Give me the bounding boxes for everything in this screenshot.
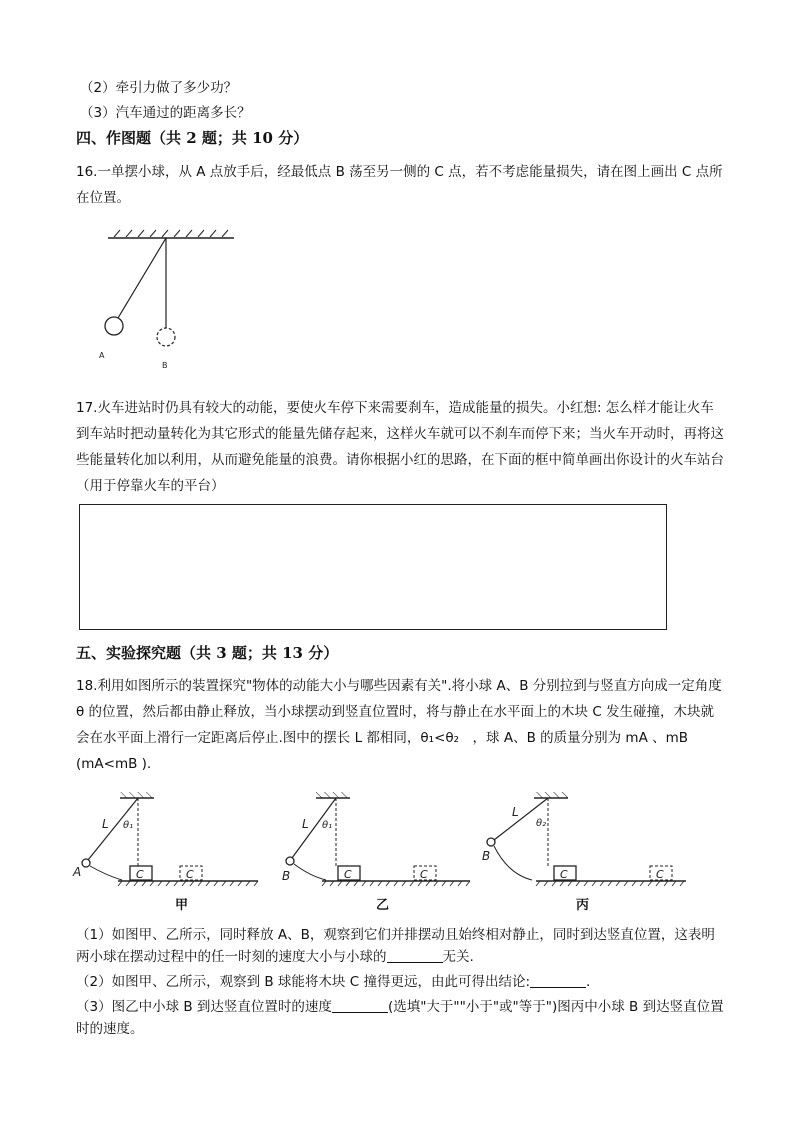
svg-text:L: L: [102, 817, 109, 831]
q18-sub-3: （3）图乙中小球 B 到达竖直位置时的速度 (选填"大于""小于"或"等于")图丙中小球 B 到达竖直位置时的速度。: [76, 999, 724, 1037]
q18-sub-2: （2）如图甲、乙所示，观察到 B 球能将木块 C 撞得更远，由此可得出结论: .: [76, 974, 591, 990]
q16-pendulum-figure: [96, 222, 238, 372]
ball-a: [105, 317, 123, 335]
svg-text:θ₁: θ₁: [123, 820, 134, 831]
label-a: A: [99, 351, 105, 360]
q18-blank-2[interactable]: [530, 973, 586, 988]
ball-b-dashed: [157, 328, 175, 346]
label-b: B: [162, 361, 168, 370]
svg-text:A: A: [73, 865, 82, 879]
q18-blank-3[interactable]: [332, 998, 388, 1013]
caption-yi: 乙: [376, 898, 390, 913]
caption-jia: 甲: [175, 898, 189, 913]
svg-text:C: C: [656, 868, 664, 881]
figure-yi: [282, 792, 470, 886]
q16-text: 16.一单摆小球，从 A 点放手后，经最低点 B 荡至另一侧的 C 点，若不考虑能量损失，请在图上画出 C 点所在位置。: [76, 164, 723, 206]
q18-intro: 18.利用如图所示的装置探究"物体的动能大小与哪些因素有关".将小球 A、B 分别拉到与竖直方向成一定角度 θ 的位置，然后都由静止释放，当小球摆动到竖直位置时，将与静止在水平面上的木块 C 发生碰撞，木块就会在水平面上滑行一定距离后停止.图中的摆长 L 都相同，θ₁<θ₂ ，球 A、B 的质量分别为 mA 、mB (mA<mB ).: [76, 678, 722, 772]
section-4-title: 四、作图题（共 2 题；共 10 分）: [76, 129, 309, 147]
q18-blank-1[interactable]: [387, 948, 443, 963]
svg-text:B: B: [282, 869, 291, 883]
string-a: [118, 238, 166, 318]
svg-text:L: L: [512, 805, 519, 819]
svg-text:C: C: [420, 868, 428, 881]
svg-text:θ₁: θ₁: [322, 820, 333, 831]
q15-item-3: （3）汽车通过的距离多长？: [80, 105, 251, 121]
figure-bing: [482, 792, 686, 886]
svg-text:θ₂: θ₂: [536, 818, 547, 829]
q17-text: 17.火车进站时仍具有较大的动能，要使火车停下来需要刹车，造成能量的损失。小红想: 怎么样才能让火车到车站时把动量转化为其它形式的能量先储存起来，这样火车就可以不刹车而停下来；当火车开动时，再将这些能量转化加以利用，从而避免能量的浪费。请你根据小红的思路，在下面的框中简单画出你设计的火车站台（用于停靠火车的平台）: [76, 400, 724, 494]
svg-text:C: C: [344, 868, 352, 881]
caption-bing: 丙: [576, 898, 590, 913]
figure-jia: [72, 792, 258, 886]
svg-text:C: C: [136, 868, 144, 881]
q18-sub-1: （1）如图甲、乙所示，同时释放 A、B，观察到它们并排摆动且始终相对静止，同时到达竖直位置，这表明两小球在摆动过程中的任一时刻的速度大小与小球的 无关.: [76, 927, 715, 965]
section-5-title: 五、实验探究题（共 3 题；共 13 分）: [76, 644, 339, 662]
q15-item-2: （2）牵引力做了多少功？: [80, 80, 238, 96]
q18-figure: [70, 784, 700, 890]
q17-answer-box[interactable]: [79, 504, 667, 630]
svg-text:C: C: [186, 868, 194, 881]
svg-text:C: C: [560, 868, 568, 881]
svg-text:L: L: [302, 817, 309, 831]
svg-text:B: B: [482, 849, 491, 863]
